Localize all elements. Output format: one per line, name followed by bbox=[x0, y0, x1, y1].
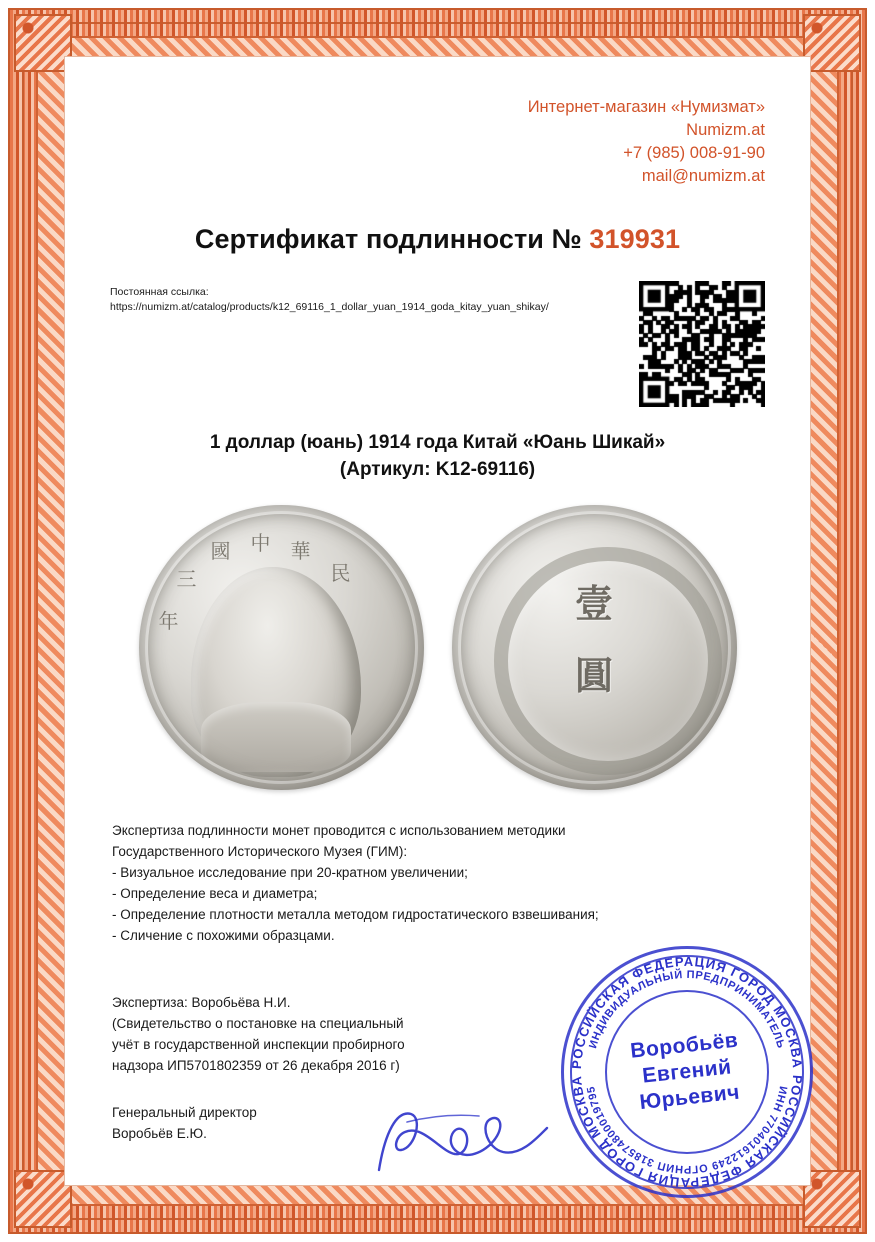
stamp-name-line3: Юрьевич bbox=[638, 1080, 741, 1115]
shop-email[interactable]: mail@numizm.at bbox=[641, 167, 765, 185]
expertise-line-2: (Свидетельство о постановке на специальный bbox=[112, 1016, 404, 1031]
item-title bbox=[110, 429, 765, 483]
reverse-char-2: 圓 bbox=[574, 654, 614, 698]
director-title: Генеральный директор bbox=[112, 1105, 257, 1120]
certificate-number: 319931 bbox=[589, 224, 681, 254]
stamp-name-line2: Евгений bbox=[641, 1055, 733, 1088]
coin-wreath bbox=[494, 547, 722, 775]
certificate-document bbox=[8, 8, 867, 1234]
shop-contact-block bbox=[110, 96, 765, 188]
certificate-title-text: Сертификат подлинности № bbox=[194, 224, 582, 254]
methodology-intro-line1: Экспертиза подлинности монет проводится с использованием методики bbox=[112, 823, 566, 838]
expertise-line-1: Экспертиза: Воробьёва Н.И. bbox=[112, 995, 291, 1010]
methodology-item-3: - Определение плотности металла методом гидростатического взвешивания; bbox=[112, 907, 599, 922]
obverse-char-3: 民 bbox=[330, 561, 351, 585]
permalink-block bbox=[110, 281, 549, 315]
expertise-line-4: надзора ИП5701802359 от 26 декабря 2016 г) bbox=[112, 1058, 400, 1073]
methodology-item-1: - Визуальное исследование при 20-кратном увеличении; bbox=[112, 865, 468, 880]
permalink-row bbox=[110, 281, 765, 407]
expertise-line-3: учёт в государственной инспекции пробирного bbox=[112, 1037, 405, 1052]
coin-reverse-image bbox=[452, 505, 737, 790]
permalink-url[interactable]: https://numizm.at/catalog/products/k12_69116_1_dollar_yuan_1914_goda_kitay_yuan_shikay/ bbox=[110, 301, 549, 313]
obverse-char-1: 中 bbox=[250, 531, 271, 555]
coin-portrait bbox=[191, 567, 361, 777]
shop-website[interactable]: Numizm.at bbox=[686, 121, 765, 139]
stamp-arc-bottom: РОССИЙСКАЯ ФЕДЕРАЦИЯ ГОРОД МОСКВА bbox=[568, 1074, 806, 1191]
shop-phone[interactable]: +7 (985) 008-91-90 bbox=[623, 144, 765, 162]
obverse-char-5: 三 bbox=[176, 567, 197, 591]
director-block bbox=[110, 1102, 765, 1144]
page-title bbox=[110, 224, 765, 255]
obverse-char-4: 國 bbox=[210, 539, 231, 563]
item-title-line1: 1 доллар (юань) 1914 года Китай «Юань Шикай» bbox=[209, 432, 666, 453]
coin-obverse-characters bbox=[139, 505, 424, 790]
stamp-arc-top: РОССИЙСКАЯ ФЕДЕРАЦИЯ ГОРОД МОСКВА bbox=[568, 953, 806, 1070]
obverse-char-2: 華 bbox=[290, 539, 311, 563]
qr-code bbox=[639, 281, 765, 407]
shop-name: Интернет-магазин «Нумизмат» bbox=[527, 98, 765, 116]
methodology-intro-line2: Государственного Исторического Музея (ГИМ): bbox=[112, 844, 408, 859]
certificate-content bbox=[64, 56, 811, 1186]
corner-ornament-bottom-right bbox=[803, 1170, 861, 1228]
reverse-char-1: 壹 bbox=[574, 582, 614, 626]
coin-obverse-image bbox=[139, 505, 424, 790]
methodology-item-4: - Сличение с похожими образцами. bbox=[112, 928, 335, 943]
stamp-name-line1: Воробьёв bbox=[629, 1028, 740, 1063]
stamp-arc-bottom-inner: ИНН 770401612249 ОГРНИП 318574800019795 bbox=[585, 1085, 789, 1176]
expertise-block bbox=[110, 992, 765, 1076]
methodology-item-2: - Определение веса и диаметра; bbox=[112, 886, 318, 901]
methodology-block bbox=[110, 820, 765, 946]
item-title-line2: (Артикул: K12-69116) bbox=[339, 459, 536, 480]
permalink-label: Постоянная ссылка: bbox=[110, 286, 209, 298]
obverse-char-6: 年 bbox=[158, 609, 179, 633]
corner-ornament-top-right bbox=[803, 14, 861, 72]
director-name: Воробьёв Е.Ю. bbox=[112, 1126, 207, 1141]
stamp-arc-top-inner: ИНДИВИДУАЛЬНЫЙ ПРЕДПРИНИМАТЕЛЬ bbox=[587, 968, 787, 1051]
coin-images bbox=[110, 505, 765, 790]
coin-collar bbox=[201, 702, 351, 772]
